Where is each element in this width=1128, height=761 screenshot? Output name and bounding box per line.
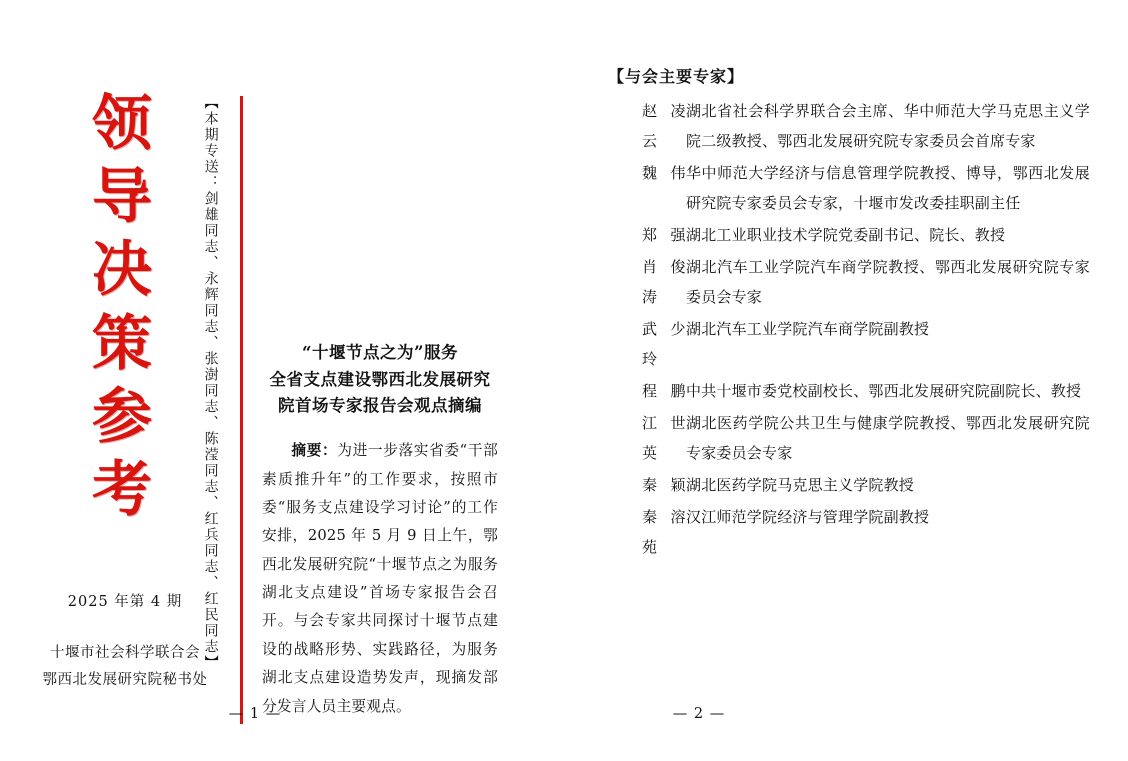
expert-description: 湖北省社会科学界联合会主席、华中师范大学马克思主义学院二级教授、鄂西北发展研究院专家委员会首席专家 [686, 102, 1090, 150]
list-item [608, 314, 1090, 374]
expert-name: 秦溶苑 [642, 508, 686, 556]
experts-heading: 【与会主要专家】 [608, 67, 745, 86]
expert-name: 江世英 [642, 414, 686, 462]
expert-description: 湖北汽车工业学院汽车商学院教授、鄂西北发展研究院专家委员会专家 [686, 258, 1090, 306]
list-item [608, 502, 1090, 562]
expert-name: 赵凌云 [642, 102, 686, 150]
expert-name: 程鹏 [642, 382, 686, 400]
red-divider-rule [240, 96, 243, 724]
expert-name: 郑强 [642, 226, 686, 244]
expert-description: 湖北汽车工业学院汽车商学院副教授 [686, 320, 930, 338]
publisher-line-2: 鄂西北发展研究院秘书处 [42, 671, 208, 688]
expert-name: 魏伟 [642, 164, 686, 182]
abstract-label: 摘要： [291, 442, 338, 460]
expert-name: 秦颖 [642, 476, 686, 494]
article-title-line-1: “十堰节点之为”服务 [302, 343, 458, 362]
page-number-right: — 2 — [672, 706, 726, 722]
experts-list [608, 96, 1090, 564]
masthead-title [48, 88, 198, 527]
list-item [608, 252, 1090, 312]
list-item [608, 376, 1090, 406]
list-item [608, 96, 1090, 156]
expert-description: 华中师范大学经济与信息管理学院教授、博导，鄂西北发展研究院专家委员会专家，十堰市发改委挂职副主任 [686, 164, 1090, 212]
masthead-char-6: 考 [92, 454, 154, 525]
expert-description: 湖北工业职业技术学院党委副书记、院长、教授 [686, 226, 1006, 244]
article-title-line-3: 院首场专家报告会观点摘编 [278, 396, 482, 416]
masthead-char-5: 参 [92, 381, 154, 452]
expert-name: 肖俊涛 [642, 258, 686, 306]
abstract-text: 为进一步落实省委“干部素质推升年”的工作要求，按照市委“服务支点建设学习讨论”的工作安排，2025 年 5 月 9 日上午，鄂西北发展研究院“十堰节点之为服务湖北支点建设”首场专家报告会召开。与会专家共同探讨十堰节点建设的战略形势、实践路径，为服务湖北支点建设造势发声，现摘发部分发言人员主要观点。 [262, 442, 498, 715]
expert-name: 武少玲 [642, 320, 686, 368]
masthead-characters [48, 88, 198, 527]
page-number-left: — 1 — [228, 706, 282, 722]
issue-number: 2025 年第 4 期 [67, 594, 183, 610]
publisher-block [25, 640, 225, 694]
list-item [608, 470, 1090, 500]
article-block [262, 340, 498, 721]
article-title [262, 340, 498, 420]
masthead-char-3: 决 [92, 235, 154, 306]
expert-description: 中共十堰市委党校副校长、鄂西北发展研究院副院长、教授 [686, 382, 1082, 400]
publisher-line-1: 十堰市社会科学联合会 [50, 645, 200, 661]
article-abstract [262, 437, 498, 721]
expert-description: 湖北医药学院马克思主义学院教授 [686, 476, 915, 494]
masthead-char-4: 策 [92, 308, 154, 379]
right-page [564, 0, 1128, 761]
distribution-note: 【本期专送：剑雄同志、永辉同志、张澍同志、陈滢同志、红兵同志、红民同志】 [202, 95, 219, 671]
list-item [608, 220, 1090, 250]
article-title-line-2: 全省支点建设鄂西北发展研究 [269, 369, 491, 389]
masthead-char-2: 导 [92, 162, 154, 233]
masthead-char-1: 领 [92, 89, 154, 159]
expert-description: 汉江师范学院经济与管理学院副教授 [686, 508, 930, 526]
expert-description: 湖北医药学院公共卫生与健康学院教授、鄂西北发展研究院专家委员会专家 [686, 414, 1090, 462]
list-item [608, 408, 1090, 468]
list-item [608, 158, 1090, 218]
